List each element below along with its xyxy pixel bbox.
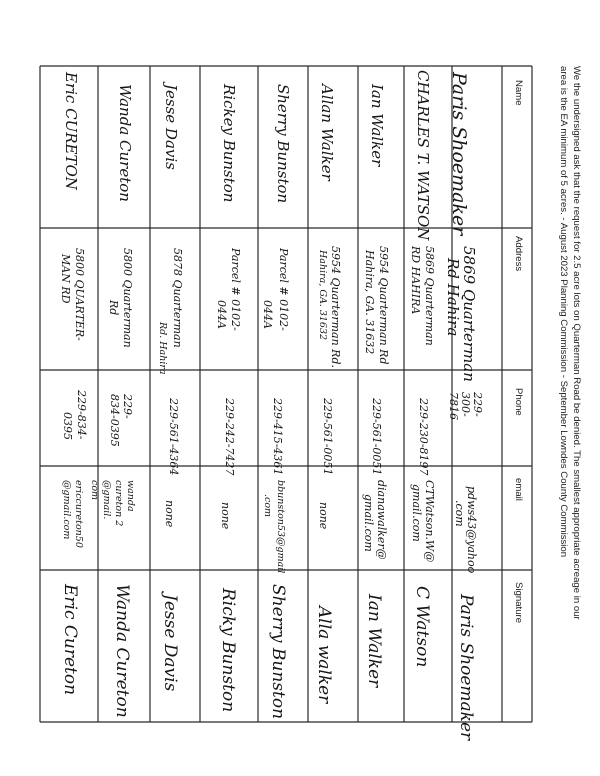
row-9-name: Eric CURETON xyxy=(62,72,80,190)
row-5-address-line-1: Parcel # 0102- xyxy=(277,248,290,331)
row-7-address-line-2: Rd. Hahira xyxy=(157,322,168,375)
row-7-address-line-1: 5878 Quarterman xyxy=(171,248,184,348)
column-header-name: Name xyxy=(513,80,524,106)
row-8-address-line-1: 5800 Quarterman xyxy=(121,248,134,348)
row-5-email-line-1: bbunston53@gmail xyxy=(275,480,286,574)
row-7-email: none xyxy=(163,500,176,528)
row-9-phone-line-2: 0395 xyxy=(61,412,74,440)
row-1-name: Paris Shoemaker xyxy=(448,72,470,236)
row-6-address-line-1: Parcel # 0102- xyxy=(229,248,242,331)
column-header-address: Address xyxy=(513,236,524,272)
row-5-address-line-2: 044A xyxy=(261,300,274,329)
row-6-address-line-2: 044A xyxy=(215,300,228,329)
row-8-email-line-2: cureton 2 xyxy=(113,480,124,527)
row-6-phone: 229-242-7427 xyxy=(223,398,236,476)
row-8-email-line-3: @gmail. xyxy=(101,480,112,520)
row-2-address-line-1: 5869 Quarterman xyxy=(423,246,436,346)
row-3-signature: Ian Walker xyxy=(364,594,384,688)
row-4-address-line-1: 5954 Quarterman Rd. xyxy=(329,246,342,368)
row-1-phone-line-2: 300- xyxy=(459,392,472,417)
row-9-signature: Eric Cureton xyxy=(60,584,80,696)
row-3-email-line-1: dianawalker@ xyxy=(375,480,388,560)
row-5-email-line-2: .com xyxy=(262,494,273,518)
row-9-address-line-1: 5800 QUARTER- xyxy=(73,248,86,341)
row-1-signature: Paris Shoemaker xyxy=(456,594,476,741)
row-1-email-line-2: .com xyxy=(453,500,466,527)
row-8-phone-line-2: 834-0395 xyxy=(108,394,121,447)
row-8-email-line-1: wanda xyxy=(125,480,136,512)
row-3-name: Ian Walker xyxy=(368,84,386,167)
row-1-phone-line-1: 229- xyxy=(471,392,484,417)
row-5-signature: Sherry Bunston xyxy=(268,584,288,720)
column-header-email: email xyxy=(513,478,524,501)
row-8-signature: Wanda Cureton xyxy=(112,584,132,718)
row-7-phone: 229-561-4364 xyxy=(167,398,180,476)
row-3-address-line-1: 5954 Quarterman Rd xyxy=(377,246,390,365)
row-4-signature: Alla walker xyxy=(314,606,334,704)
row-2-signature: C Watson xyxy=(412,586,432,668)
row-9-email-line-2: @gmail.com xyxy=(61,480,72,540)
row-4-address-line-2: Hahira, GA. 31632 xyxy=(317,250,328,341)
row-1-address-line-2: Rd Hahira xyxy=(444,258,462,337)
header-line-1: We the undersigned ask that the request for 2.5 acre lots on Quarterman Road be denied. The smallest appropriate acreage in our xyxy=(571,66,582,620)
row-8-email-line-4: com xyxy=(89,480,100,501)
row-2-email-line-1: CTWatson.W@ xyxy=(423,480,436,563)
row-6-name: Rickey Bunston xyxy=(220,84,238,203)
row-2-phone: 229-230-8197 xyxy=(417,398,430,476)
row-3-phone: 229-561-0051 xyxy=(370,398,383,476)
row-1-email-line-1: pdws43@yahoo xyxy=(465,486,478,574)
row-6-signature: Ricky Bunston xyxy=(218,588,238,713)
row-4-name: Allan Walker xyxy=(318,84,336,181)
row-2-email-line-2: gmail.com xyxy=(410,484,423,542)
row-4-email: none xyxy=(317,502,330,530)
row-2-name: CHARLES T. WATSON xyxy=(414,70,432,241)
row-8-phone-line-1: 229- xyxy=(121,394,134,419)
header-line-2: area is the EA minimum of 5 acres. - August 2023 Planning Commission - September Lowndes County Commission xyxy=(558,66,569,558)
column-header-signature: Signature xyxy=(513,582,524,624)
row-3-address-line-2: Hahira, GA. 31632 xyxy=(363,250,376,355)
row-7-signature: Jesse Davis xyxy=(160,594,180,692)
row-5-phone: 229-415-4361 xyxy=(271,398,284,476)
row-4-phone: 229-561-0051 xyxy=(321,398,334,476)
row-9-address-line-2: MAN RD xyxy=(59,254,72,304)
row-9-email-line-1: ericcureton50 xyxy=(73,480,84,548)
row-5-name: Sherry Bunston xyxy=(274,84,292,204)
column-header-phone: Phone xyxy=(513,388,524,416)
row-1-phone-line-3: 7816 xyxy=(447,392,460,420)
row-2-address-line-2: RD HAHIRA xyxy=(409,246,422,315)
row-6-email: none xyxy=(219,502,232,530)
row-9-phone-line-1: 229-834- xyxy=(75,390,88,440)
row-7-name: Jesse Davis xyxy=(162,84,180,170)
row-8-address-line-2: Rd xyxy=(107,300,120,316)
row-8-name: Wanda Cureton xyxy=(116,84,134,202)
row-3-email-line-2: gmail.com xyxy=(362,494,375,552)
row-1-address-line-1: 5869 Quarterman xyxy=(460,246,478,382)
